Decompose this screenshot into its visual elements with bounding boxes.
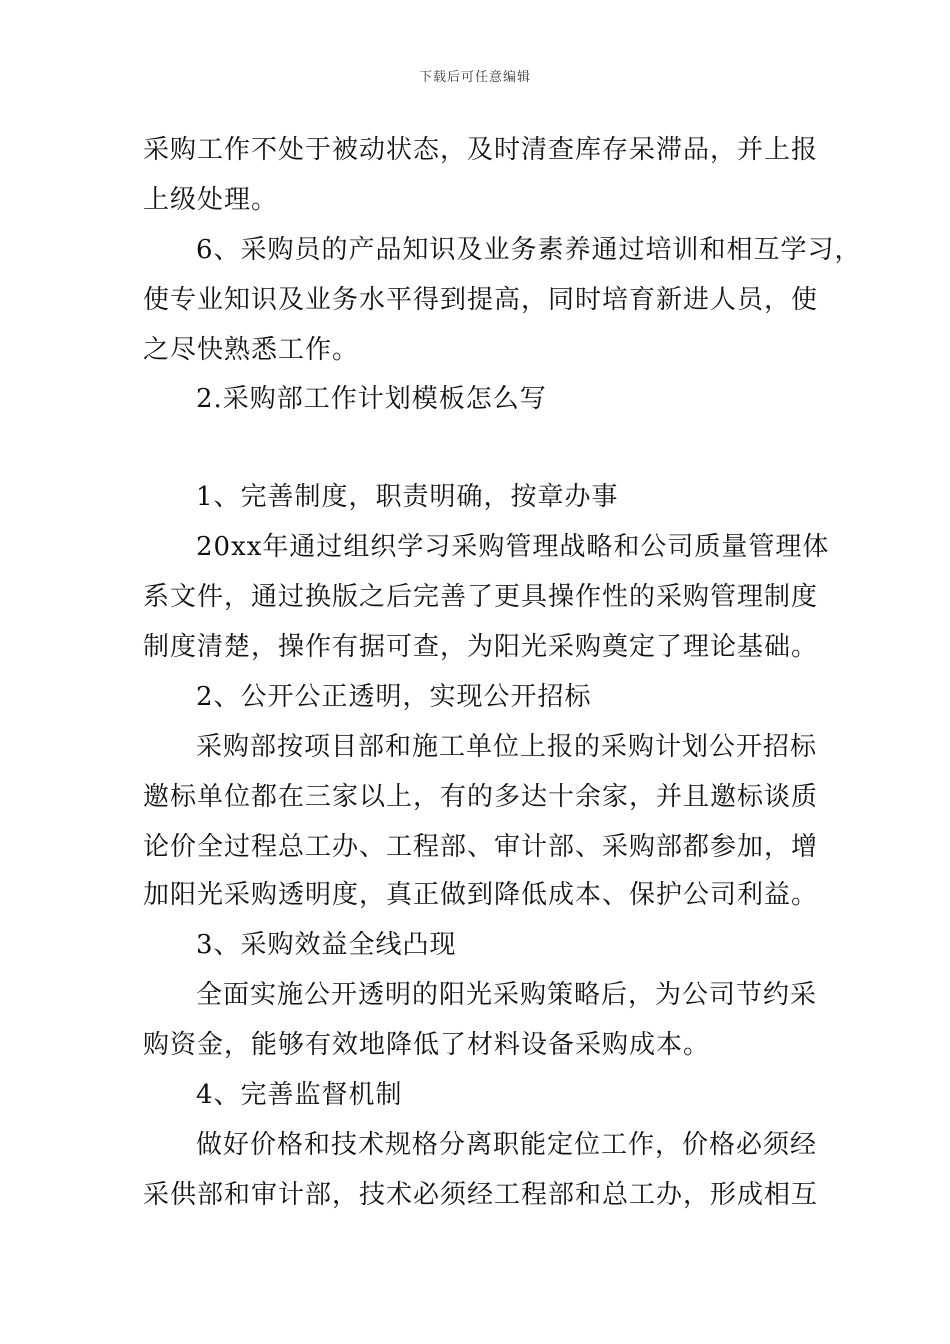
body-line: 之尽快熟悉工作。 bbox=[143, 335, 360, 365]
page-header: 下载后可任意编辑 bbox=[418, 70, 531, 85]
list-item-heading: 4、完善监督机制 bbox=[196, 1080, 403, 1110]
list-item-heading: 3、采购效益全线凸现 bbox=[196, 930, 457, 960]
body-line: 购资金，能够有效地降低了材料设备采购成本。 bbox=[143, 1030, 711, 1060]
body-line: 使专业知识及业务水平得到提高，同时培育新进人员，使 bbox=[143, 285, 819, 315]
body-line: 采供部和审计部，技术必须经工程部和总工办，形成相互 bbox=[143, 1180, 819, 1210]
body-line: 20xx年通过组织学习采购管理战略和公司质量管理体 bbox=[196, 532, 830, 562]
body-line: 加阳光采购透明度，真正做到降低成本、保护公司利益。 bbox=[143, 880, 819, 910]
body-line: 邀标单位都在三家以上，有的多达十余家，并且邀标谈质 bbox=[143, 782, 819, 812]
section-heading: 2.采购部工作计划模板怎么写 bbox=[196, 384, 547, 414]
body-line: 制度清楚，操作有据可查，为阳光采购奠定了理论基础。 bbox=[143, 632, 819, 662]
list-item-heading: 2、公开公正透明，实现公开招标 bbox=[196, 682, 592, 712]
body-line: 系文件，通过换版之后完善了更具操作性的采购管理制度 bbox=[143, 582, 819, 612]
body-line: 论价全过程总工办、工程部、审计部、采购部都参加，增 bbox=[143, 832, 819, 862]
body-line: 采购部按项目部和施工单位上报的采购计划公开招标 bbox=[196, 732, 818, 762]
body-line: 上级处理。 bbox=[143, 185, 279, 215]
body-line: 做好价格和技术规格分离职能定位工作，价格必须经 bbox=[196, 1130, 818, 1160]
list-item-heading: 1、完善制度，职责明确，按章办事 bbox=[196, 482, 619, 512]
list-item-heading: 6、采购员的产品知识及业务素养通过培训和相互学习， bbox=[196, 235, 862, 265]
body-line: 全面实施公开透明的阳光采购策略后，为公司节约采 bbox=[196, 980, 818, 1010]
body-line: 采购工作不处于被动状态，及时清查库存呆滞品，并上报 bbox=[143, 135, 819, 165]
